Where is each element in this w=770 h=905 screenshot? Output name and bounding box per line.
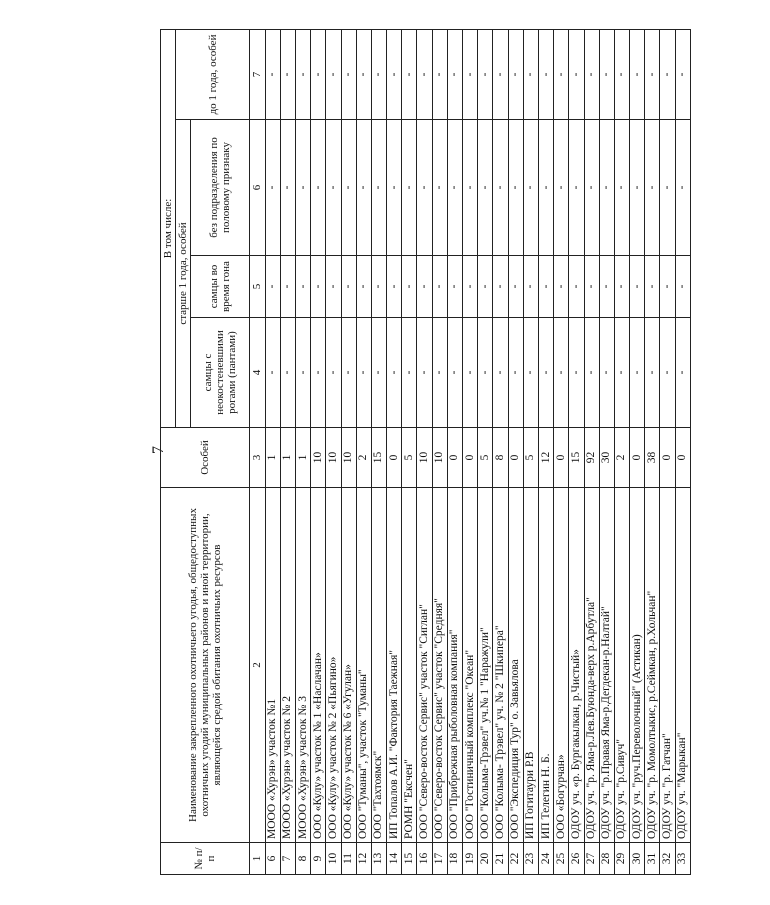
row-males-rut: -: [311, 256, 326, 318]
row-males-rut: -: [417, 256, 432, 318]
table-row: [645, 29, 660, 874]
row-no-sex-division: -: [341, 120, 356, 256]
row-total: 92: [584, 428, 599, 488]
row-males-rut: -: [660, 256, 675, 318]
header-name: Наименование закрепленного охотничьего угодья, общедоступных охотничьих угодий муниципальных районов и иной территории, являющейся средой обитания охотничьих ресурсов: [161, 488, 250, 843]
row-total: 0: [463, 428, 478, 488]
row-males-antlers: -: [265, 318, 280, 428]
row-name: ОДОУ уч. «р. Бургакылкан, р.Чистый»: [569, 488, 584, 843]
row-no-sex-division: -: [675, 120, 690, 256]
row-name: ООО «Кулу» участок № 1 «Наслачан»: [311, 488, 326, 843]
table-row: [614, 29, 629, 874]
row-name: ООО "Северо-восток Сервис" участок "Сиглан": [417, 488, 432, 843]
row-no-sex-division: -: [614, 120, 629, 256]
row-number: 33: [675, 843, 690, 875]
row-under-one-year: -: [341, 29, 356, 119]
row-name: МООО «Хурэн» участок № 2: [280, 488, 295, 843]
row-males-antlers: -: [614, 318, 629, 428]
row-total: 10: [341, 428, 356, 488]
row-number: 21: [493, 843, 508, 875]
row-under-one-year: -: [326, 29, 341, 119]
row-males-rut: -: [280, 256, 295, 318]
row-under-one-year: -: [478, 29, 493, 119]
row-no-sex-division: -: [493, 120, 508, 256]
row-under-one-year: -: [356, 29, 371, 119]
row-under-one-year: -: [311, 29, 326, 119]
row-total: 1: [265, 428, 280, 488]
row-males-rut: -: [584, 256, 599, 318]
row-no-sex-division: -: [569, 120, 584, 256]
row-no-sex-division: -: [387, 120, 402, 256]
row-name: ООО "Гостиничный комплекс "Океан": [463, 488, 478, 843]
row-number: 9: [311, 843, 326, 875]
row-males-rut: -: [523, 256, 538, 318]
row-males-rut: -: [645, 256, 660, 318]
row-males-antlers: -: [660, 318, 675, 428]
row-no-sex-division: -: [538, 120, 553, 256]
row-name: ООО «Кулу» участок № 6 «Угулан»: [341, 488, 356, 843]
row-number: 6: [265, 843, 280, 875]
row-number: 23: [523, 843, 538, 875]
row-males-antlers: -: [675, 318, 690, 428]
row-males-rut: -: [447, 256, 462, 318]
header-males-antlers: самцы с неокостеневшими рогами (пантами): [191, 318, 250, 428]
row-no-sex-division: -: [584, 120, 599, 256]
row-under-one-year: -: [630, 29, 645, 119]
row-name: ООО "Экспедиция Тур" о. Завьялова: [508, 488, 523, 843]
row-no-sex-division: -: [417, 120, 432, 256]
row-no-sex-division: -: [432, 120, 447, 256]
row-total: 15: [371, 428, 386, 488]
table-row: [447, 29, 462, 874]
row-number: 28: [599, 843, 614, 875]
row-under-one-year: -: [387, 29, 402, 119]
header-no-sex-division: без подразделения по половому признаку: [191, 120, 250, 256]
row-total: 0: [675, 428, 690, 488]
column-number: 7: [250, 29, 265, 119]
row-males-antlers: -: [645, 318, 660, 428]
row-males-antlers: -: [326, 318, 341, 428]
row-under-one-year: -: [569, 29, 584, 119]
row-number: 20: [478, 843, 493, 875]
table-row: [660, 29, 675, 874]
row-under-one-year: -: [584, 29, 599, 119]
row-total: 30: [599, 428, 614, 488]
row-no-sex-division: -: [660, 120, 675, 256]
row-total: 5: [478, 428, 493, 488]
row-total: 1: [280, 428, 295, 488]
row-males-antlers: -: [402, 318, 417, 428]
row-under-one-year: -: [295, 29, 310, 119]
table-row: [295, 29, 310, 874]
header-num: № п/п: [161, 843, 250, 875]
row-males-rut: -: [478, 256, 493, 318]
row-number: 24: [538, 843, 553, 875]
row-number: 32: [660, 843, 675, 875]
column-number: 5: [250, 256, 265, 318]
row-name: ОДОУ уч. "руч.Переволочный" (Астикан): [630, 488, 645, 843]
row-no-sex-division: -: [599, 120, 614, 256]
row-males-rut: -: [326, 256, 341, 318]
table-row: [463, 29, 478, 874]
row-name: ИП Телегин Н. Б.: [538, 488, 553, 843]
row-no-sex-division: -: [311, 120, 326, 256]
row-number: 15: [402, 843, 417, 875]
row-under-one-year: -: [493, 29, 508, 119]
row-no-sex-division: -: [265, 120, 280, 256]
row-total: 5: [523, 428, 538, 488]
row-under-one-year: -: [523, 29, 538, 119]
row-name: ООО "Колыма- Трэвел" уч. № 2 "Шкипера": [493, 488, 508, 843]
row-males-rut: -: [356, 256, 371, 318]
row-name: ООО "Туманы", участок "Туманы": [356, 488, 371, 843]
row-number: 17: [432, 843, 447, 875]
row-males-antlers: -: [463, 318, 478, 428]
table-row: [402, 29, 417, 874]
row-number: 27: [584, 843, 599, 875]
hunting-grounds-table: [160, 29, 691, 875]
row-number: 30: [630, 843, 645, 875]
row-no-sex-division: -: [478, 120, 493, 256]
row-total: 8: [493, 428, 508, 488]
row-name: МООО «Хурэн» участок № 3: [295, 488, 310, 843]
row-males-rut: -: [675, 256, 690, 318]
row-males-antlers: -: [280, 318, 295, 428]
table-row: [675, 29, 690, 874]
row-males-antlers: -: [538, 318, 553, 428]
row-name: РОМН "Ексчен": [402, 488, 417, 843]
table-row: [371, 29, 386, 874]
table-row: [311, 29, 326, 874]
table-row: [630, 29, 645, 874]
row-males-antlers: -: [630, 318, 645, 428]
row-under-one-year: -: [614, 29, 629, 119]
table-row: [356, 29, 371, 874]
row-total: 5: [402, 428, 417, 488]
row-under-one-year: -: [402, 29, 417, 119]
row-number: 31: [645, 843, 660, 875]
row-males-antlers: -: [599, 318, 614, 428]
row-males-rut: -: [599, 256, 614, 318]
row-name: ООО "Северо-восток Сервис" участок "Средняя": [432, 488, 447, 843]
header-including: В том числе:: [161, 29, 176, 427]
row-no-sex-division: -: [447, 120, 462, 256]
row-name: ИП Топалов А.И. "Фактория Таежная": [387, 488, 402, 843]
row-no-sex-division: -: [295, 120, 310, 256]
row-males-rut: -: [493, 256, 508, 318]
row-males-rut: -: [387, 256, 402, 318]
row-males-rut: -: [432, 256, 447, 318]
table-row: [599, 29, 614, 874]
row-under-one-year: -: [660, 29, 675, 119]
row-males-rut: -: [341, 256, 356, 318]
row-no-sex-division: -: [463, 120, 478, 256]
row-name: ОДОУ уч. "р. Момолтыкис, р.Сеймкан, р.Хольчан": [645, 488, 660, 843]
row-males-antlers: -: [447, 318, 462, 428]
table-row: [417, 29, 432, 874]
row-under-one-year: -: [371, 29, 386, 119]
row-under-one-year: -: [599, 29, 614, 119]
row-total: 0: [554, 428, 569, 488]
row-no-sex-division: -: [508, 120, 523, 256]
row-no-sex-division: -: [371, 120, 386, 256]
row-total: 38: [645, 428, 660, 488]
row-males-rut: -: [630, 256, 645, 318]
table-row: [523, 29, 538, 874]
row-name: ООО «Кулу» участок № 2 «Пьягино»: [326, 488, 341, 843]
row-males-antlers: -: [356, 318, 371, 428]
row-total: 10: [432, 428, 447, 488]
row-males-antlers: -: [584, 318, 599, 428]
row-males-antlers: -: [387, 318, 402, 428]
row-males-rut: -: [508, 256, 523, 318]
header-males-rut: самцы во время гона: [191, 256, 250, 318]
column-numbers-row: [250, 29, 265, 874]
row-males-antlers: -: [295, 318, 310, 428]
row-no-sex-division: -: [630, 120, 645, 256]
row-name: ООО "Тахтоямск": [371, 488, 386, 843]
page-number: 7: [150, 446, 167, 454]
row-total: 10: [326, 428, 341, 488]
row-males-rut: -: [614, 256, 629, 318]
row-males-antlers: -: [478, 318, 493, 428]
row-under-one-year: -: [447, 29, 462, 119]
row-number: 7: [280, 843, 295, 875]
header-total: Особей: [161, 428, 250, 488]
row-males-rut: -: [569, 256, 584, 318]
row-total: 2: [614, 428, 629, 488]
row-under-one-year: -: [645, 29, 660, 119]
row-number: 14: [387, 843, 402, 875]
column-number: 6: [250, 120, 265, 256]
row-number: 8: [295, 843, 310, 875]
row-under-one-year: -: [417, 29, 432, 119]
row-name: ООО "Колыма-Трэвел" уч.№ 1 "Наражули": [478, 488, 493, 843]
column-number: 4: [250, 318, 265, 428]
row-under-one-year: -: [280, 29, 295, 119]
header-older-group: старше 1 года, особей: [176, 120, 191, 428]
row-total: 2: [356, 428, 371, 488]
row-males-antlers: -: [417, 318, 432, 428]
column-number: 2: [250, 488, 265, 843]
row-total: 1: [295, 428, 310, 488]
row-name: ОДОУ уч. "р.Сивуч": [614, 488, 629, 843]
row-no-sex-division: -: [554, 120, 569, 256]
row-no-sex-division: -: [523, 120, 538, 256]
row-total: 12: [538, 428, 553, 488]
row-number: 19: [463, 843, 478, 875]
table-row: [569, 29, 584, 874]
table-row: [326, 29, 341, 874]
row-males-antlers: -: [523, 318, 538, 428]
row-total: 0: [387, 428, 402, 488]
table-row: [432, 29, 447, 874]
row-males-rut: -: [295, 256, 310, 318]
row-no-sex-division: -: [402, 120, 417, 256]
row-males-antlers: -: [341, 318, 356, 428]
document-page: [130, 0, 770, 905]
row-total: 0: [508, 428, 523, 488]
row-males-antlers: -: [569, 318, 584, 428]
table-row: [265, 29, 280, 874]
row-males-rut: -: [402, 256, 417, 318]
row-no-sex-division: -: [326, 120, 341, 256]
row-total: 0: [447, 428, 462, 488]
table-row: [478, 29, 493, 874]
row-number: 22: [508, 843, 523, 875]
row-under-one-year: -: [675, 29, 690, 119]
row-name: ООО «Богурчан»: [554, 488, 569, 843]
row-total: 0: [660, 428, 675, 488]
row-males-antlers: -: [311, 318, 326, 428]
row-under-one-year: -: [265, 29, 280, 119]
row-name: ОДОУ уч. "Марыкан": [675, 488, 690, 843]
row-no-sex-division: -: [280, 120, 295, 256]
row-number: 26: [569, 843, 584, 875]
row-no-sex-division: -: [356, 120, 371, 256]
row-number: 10: [326, 843, 341, 875]
row-name: ОДОУ уч. "р. Яма-р.Лев.Буюнда-верх р.Арбутла": [584, 488, 599, 843]
table-row: [538, 29, 553, 874]
row-no-sex-division: -: [645, 120, 660, 256]
row-under-one-year: -: [463, 29, 478, 119]
table-row: [280, 29, 295, 874]
row-name: ОДОУ уч. "р. Гатчан": [660, 488, 675, 843]
row-number: 18: [447, 843, 462, 875]
row-males-rut: -: [538, 256, 553, 318]
row-males-antlers: -: [554, 318, 569, 428]
row-males-rut: -: [554, 256, 569, 318]
table-row: [554, 29, 569, 874]
row-total: 15: [569, 428, 584, 488]
table-row: [493, 29, 508, 874]
row-males-rut: -: [463, 256, 478, 318]
row-number: 13: [371, 843, 386, 875]
table-row: [508, 29, 523, 874]
row-males-antlers: -: [432, 318, 447, 428]
column-number: 3: [250, 428, 265, 488]
row-number: 16: [417, 843, 432, 875]
row-name: ОДОУ уч. "р.Правая Яма-р.Дегдекан-р.Налтай": [599, 488, 614, 843]
table-row: [387, 29, 402, 874]
row-under-one-year: -: [538, 29, 553, 119]
row-males-antlers: -: [508, 318, 523, 428]
row-males-antlers: -: [493, 318, 508, 428]
column-number: 1: [250, 843, 265, 875]
row-number: 12: [356, 843, 371, 875]
row-total: 10: [311, 428, 326, 488]
row-under-one-year: -: [432, 29, 447, 119]
row-total: 10: [417, 428, 432, 488]
row-total: 0: [630, 428, 645, 488]
row-under-one-year: -: [508, 29, 523, 119]
row-number: 11: [341, 843, 356, 875]
row-name: ИП Гогитаури Р.В: [523, 488, 538, 843]
header-under-one-year: до 1 года, особей: [176, 29, 250, 119]
row-name: МООО «Хурэн» участок №1: [265, 488, 280, 843]
row-number: 29: [614, 843, 629, 875]
table-row: [584, 29, 599, 874]
row-males-antlers: -: [371, 318, 386, 428]
row-number: 25: [554, 843, 569, 875]
row-name: ООО "Прибрежная рыболовная компания": [447, 488, 462, 843]
row-males-rut: -: [371, 256, 386, 318]
row-males-rut: -: [265, 256, 280, 318]
row-under-one-year: -: [554, 29, 569, 119]
table-row: [341, 29, 356, 874]
